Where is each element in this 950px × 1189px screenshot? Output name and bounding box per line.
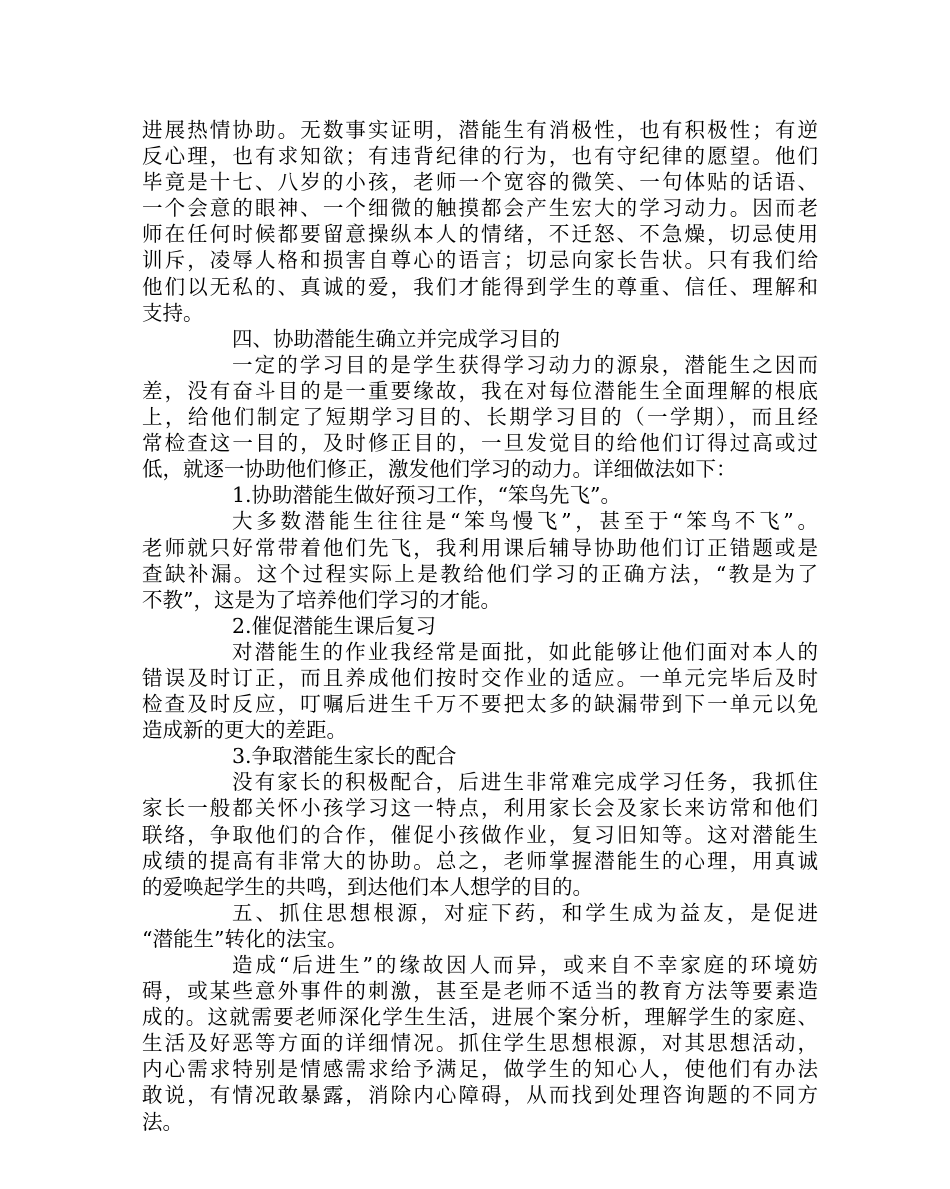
text-line: 常检查这一目的，及时修正目的，一旦发觉目的给他们订得过高或过 xyxy=(142,431,818,456)
document-body xyxy=(142,117,818,1135)
text-line: 反心理，也有求知欲；有违背纪律的行为，也有守纪律的愿望。他们 xyxy=(142,144,818,169)
text-line: 差，没有奋斗目的是一重要缘故，我在对每位潜能生全面理解的根底 xyxy=(142,378,818,403)
text-line: 师在任何时候都要留意操纵本人的情绪，不迁怒、不急燥，切忌使用 xyxy=(142,222,818,247)
text-line: 内心需求特别是情感需求给予满足，做学生的知心人，使他们有办法 xyxy=(142,1057,818,1082)
text-line: 联络，争取他们的合作，催促小孩做作业，复习旧知等。这对潜能生 xyxy=(142,822,818,847)
text-line: 成绩的提高有非常大的协助。总之，老师掌握潜能生的心理，用真诚 xyxy=(142,848,818,873)
text-line: 训斥，凌辱人格和损害自尊心的语言；切忌向家长告状。只有我们给 xyxy=(142,248,818,273)
text-line: 进展热情协助。无数事实证明，潜能生有消极性，也有积极性；有逆 xyxy=(142,118,818,142)
text-line: 造成“后进生”的缘故因人而异，或来自不幸家庭的环境妨 xyxy=(232,953,818,977)
text-line: 老师就只好常带着他们先飞，我利用课后辅导协助他们订正错题或是 xyxy=(142,535,818,560)
text-line: 大多数潜能生往往是“笨鸟慢飞”，甚至于“笨鸟不飞”。 xyxy=(232,509,818,534)
text-line: 低，就逐一协助他们修正，激发他们学习的动力。详细做法如下： xyxy=(142,457,737,482)
text-line: 没有家长的积极配合，后进生非常难完成学习任务，我抓住 xyxy=(232,770,818,795)
text-line: 上，给他们制定了短期学习目的、长期学习目的（一学期），而且经 xyxy=(142,405,818,430)
text-line: 错误及时订正，而且养成他们按时交作业的适应。一单元完毕后及时 xyxy=(142,665,818,690)
text-line: 他们以无私的、真诚的爱，我们才能得到学生的尊重、信任、理解和 xyxy=(142,274,818,299)
text-line: 一个会意的眼神、一个细微的触摸都会产生宏大的学习动力。因而老 xyxy=(142,196,818,221)
text-line: 毕竟是十七、八岁的小孩，老师一个宽容的微笑、一句体贴的话语、 xyxy=(142,170,818,195)
text-line: 对潜能生的作业我经常是面批，如此能够让他们面对本人的 xyxy=(232,639,818,664)
text-line: 生活及好恶等方面的详细情况。抓住学生思想根源，对其思想活动， xyxy=(142,1031,818,1056)
subsection-heading: 3.争取潜能生家长的配合 xyxy=(232,744,457,769)
text-line: 碍，或某些意外事件的刺激，甚至是老师不适当的教育方法等要素造 xyxy=(142,979,818,1004)
subsection-heading: 2.催促潜能生课后复习 xyxy=(232,613,437,638)
text-line: 成的。这就需要老师深化学生生活，进展个案分析，理解学生的家庭、 xyxy=(142,1005,818,1030)
text-line: 不教”，这是为了培养他们学习的才能。 xyxy=(142,587,501,612)
text-line: 家长一般都关怀小孩学习这一特点，利用家长会及家长来访常和他们 xyxy=(142,796,818,821)
text-line: 支持。 xyxy=(142,300,204,325)
text-line: 一定的学习目的是学生获得学习动力的源泉，潜能生之因而 xyxy=(232,352,818,377)
subsection-heading: 1.协助潜能生做好预习工作，“笨鸟先飞”。 xyxy=(232,483,622,508)
section-heading-continued: “潜能生”转化的法宝。 xyxy=(142,926,348,951)
text-line: 敢说，有情况敢暴露，消除内心障碍，从而找到处理咨询题的不同方 xyxy=(142,1083,818,1108)
text-line: 检查及时反应，叮嘱后进生千万不要把太多的缺漏带到下一单元以免 xyxy=(142,692,818,717)
text-line: 的爱唤起学生的共鸣，到达他们本人想学的目的。 xyxy=(142,874,593,899)
text-line: 查缺补漏。这个过程实际上是教给他们学习的正确方法，“教是为了 xyxy=(142,561,818,586)
section-heading: 五、抓住思想根源，对症下药，和学生成为益友，是促进 xyxy=(232,900,818,925)
text-line: 造成新的更大的差距。 xyxy=(142,718,347,743)
text-line: 法。 xyxy=(142,1109,183,1134)
section-heading: 四、协助潜能生确立并完成学习目的 xyxy=(232,326,560,351)
